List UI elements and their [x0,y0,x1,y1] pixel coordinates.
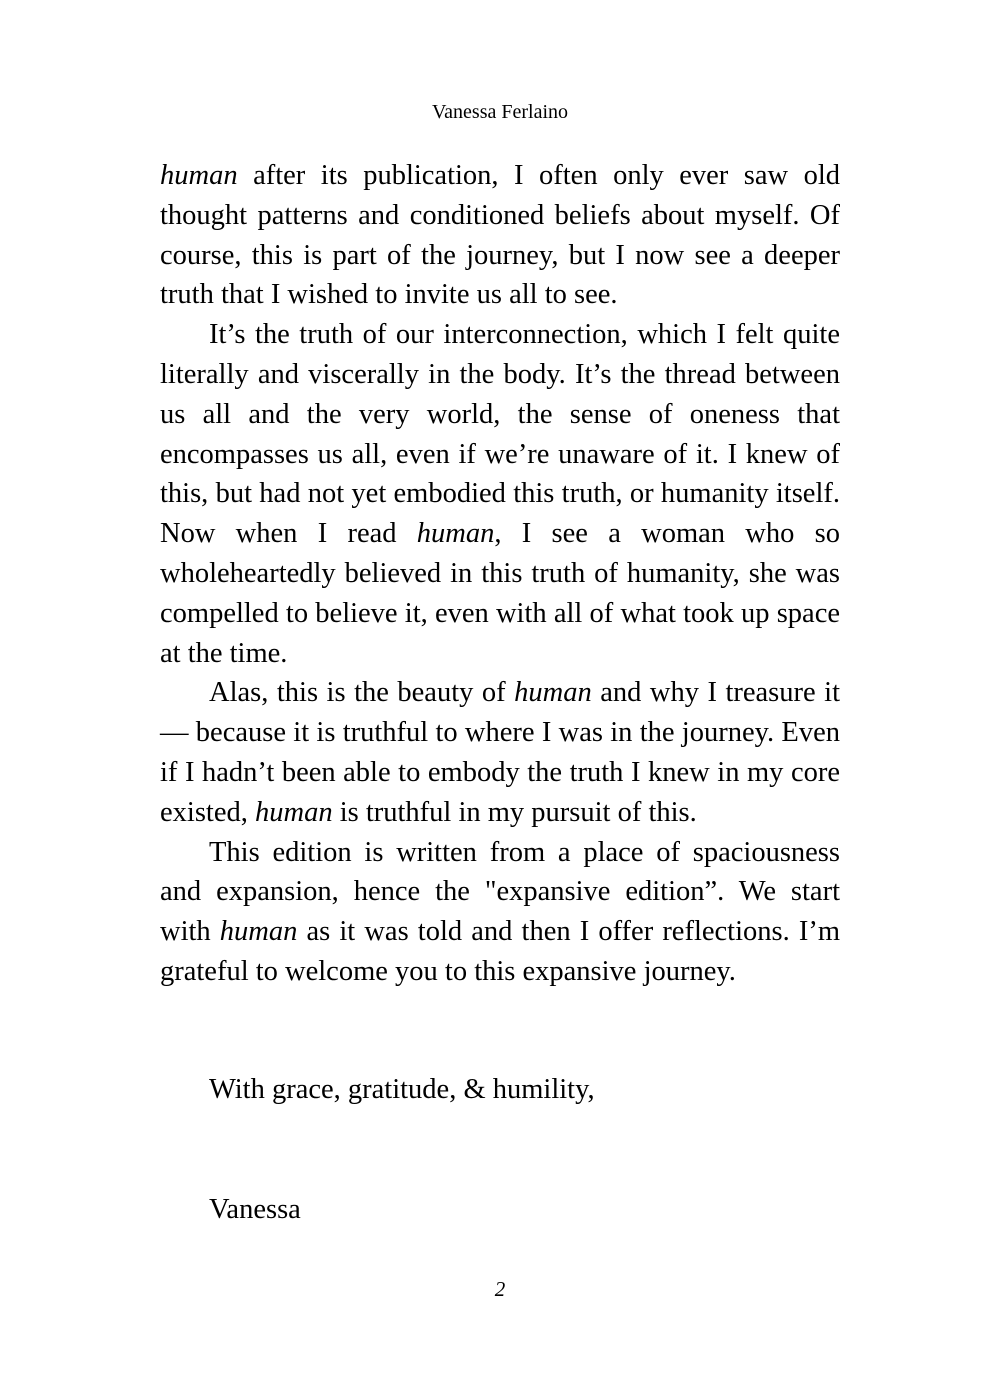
paragraph-1 [160,156,840,315]
paragraph-4 [160,833,840,992]
paragraph-text: This edition is written from a place of spaciousness and expansion, hence the "expansive edition”. We start with [160,836,840,948]
paragraph-2 [160,315,840,673]
running-header: Vanessa Ferlaino [431,101,569,123]
paragraph-text: It’s the truth of our interconnection, which I felt quite literally and viscerally in the body. It’s the thread between us all and the very world, the sense of oneness that encompasses us all, even if we’re unaware of it. I knew of this, but had not yet embodied this truth, or humanity itself. Now when I read [160,319,840,550]
book-title-italic: human [219,916,298,948]
paragraph-3 [160,673,840,832]
paragraph-text: Alas, this is the beauty of [209,677,515,709]
book-title-italic: human [254,796,333,828]
page-number: 2 [494,1277,506,1301]
paragraph-text: and why I treasure it — because it is truthful to where I was in the journey. Even if I hadn’t been able to embody the truth I knew in my core existed, [160,677,840,828]
signature: Vanessa [209,1194,301,1225]
book-title-italic: human [160,160,238,191]
closing-salutation: With grace, gratitude, & humility, [209,1074,595,1105]
body-text [160,156,840,992]
book-title-italic: human [416,518,495,550]
paragraph-text: after its publication, I often only ever saw old thought patterns and conditioned beliefs about myself. Of course, this is part of the journey, but I now see a deeper truth that I wished to invite us all to see. [160,160,840,311]
paragraph-text: , I see a woman who so wholeheartedly believed in this truth of humanity, she was compelled to believe it, even with all of what took up space at the time. [160,518,840,669]
paragraph-text: as it was told and then I offer reflections. I’m grateful to welcome you to this expansive journey. [160,916,840,987]
paragraph-text: is truthful in my pursuit of this. [332,796,697,828]
book-title-italic: human [514,677,592,709]
